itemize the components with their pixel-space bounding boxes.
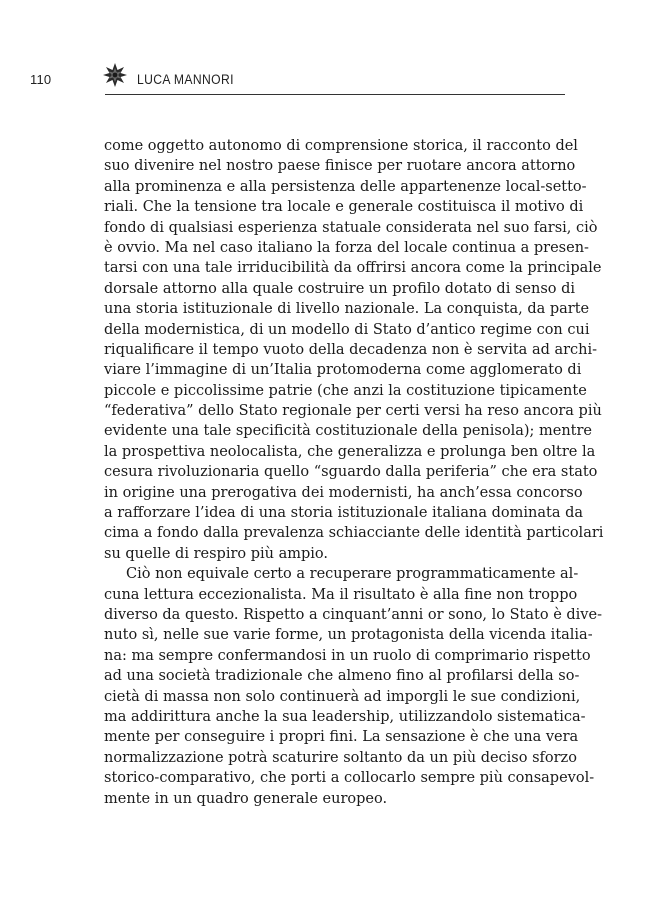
text-line: riali. Che la tensione tra locale e generale costituisca il motivo di bbox=[104, 199, 584, 216]
text-line: la prospettiva neolocalista, che generalizza e prolunga ben oltre la bbox=[104, 443, 596, 460]
text-line: “federativa” dello Stato regionale per certi versi ha reso ancora più bbox=[104, 403, 602, 420]
text-line: viare l’immagine di un’Italia protomoderna come agglomerato di bbox=[104, 362, 582, 379]
text-line: della modernistica, di un modello di Stato d’antico regime con cui bbox=[104, 321, 590, 338]
text-line: dorsale attorno alla quale costruire un profilo dotato di senso di bbox=[104, 280, 576, 297]
body-text bbox=[104, 136, 604, 809]
text-line: storico-comparativo, che porti a collocarlo sempre più consapevol- bbox=[104, 770, 595, 787]
text-line: una storia istituzionale di livello nazionale. La conquista, da parte bbox=[104, 301, 590, 318]
text-line: riqualificare il tempo vuoto della decadenza non è servita ad archi- bbox=[104, 341, 598, 358]
running-header bbox=[30, 62, 565, 98]
text-line: ad una società tradizionale che almeno fino al profilarsi della so- bbox=[104, 668, 580, 685]
star-emblem-icon bbox=[102, 62, 128, 88]
text-line: tarsi con una tale irriducibilità da offrirsi ancora come la principale bbox=[104, 260, 602, 277]
text-line: alla prominenza e alla persistenza delle appartenenze local-setto- bbox=[104, 178, 587, 195]
running-head-author: LUCA MANNORI bbox=[137, 72, 234, 87]
text-line: cuna lettura eccezionalista. Ma il risultato è alla fine non troppo bbox=[104, 586, 578, 603]
text-line: è ovvio. Ma nel caso italiano la forza del locale continua a presen- bbox=[104, 239, 589, 256]
paragraph-1 bbox=[104, 136, 604, 564]
text-line: ma addirittura anche la sua leadership, utilizzandolo sistematica- bbox=[104, 708, 586, 725]
text-line: mente per conseguire i propri fini. La sensazione è che una vera bbox=[104, 729, 579, 746]
text-line: na: ma sempre confermandosi in un ruolo di comprimario rispetto bbox=[104, 647, 591, 664]
text-line: su quelle di respiro più ampio. bbox=[104, 545, 328, 562]
page-number: 110 bbox=[30, 72, 52, 87]
text-line: a rafforzare l’idea di una storia istituzionale italiana dominata da bbox=[104, 505, 584, 522]
text-line: come oggetto autonomo di comprensione storica, il racconto del bbox=[104, 138, 578, 154]
text-line: nuto sì, nelle sue varie forme, un protagonista della vicenda italia- bbox=[104, 627, 593, 644]
text-line: cima a fondo dalla prevalenza schiacciante delle identità particolari bbox=[104, 525, 604, 542]
text-line: mente in un quadro generale europeo. bbox=[104, 790, 388, 807]
text-line: piccole e piccolissime patrie (che anzi la costituzione tipicamente bbox=[104, 382, 587, 399]
text-line: Ciò non equivale certo a recuperare programmaticamente al- bbox=[126, 566, 579, 583]
text-line: normalizzazione potrà scaturire soltanto da un più deciso sforzo bbox=[104, 749, 577, 766]
header-rule bbox=[105, 94, 565, 95]
text-line: diverso da questo. Rispetto a cinquant’anni or sono, lo Stato è dive- bbox=[104, 606, 602, 623]
text-line: in origine una prerogativa dei modernisti, ha anch’essa concorso bbox=[104, 484, 583, 501]
text-line: fondo di qualsiasi esperienza statuale considerata nel suo farsi, ciò bbox=[104, 219, 598, 236]
paragraph-2 bbox=[104, 564, 602, 809]
text-line: suo divenire nel nostro paese finisce per ruotare ancora attorno bbox=[104, 158, 576, 175]
text-line: evidente una tale specificità costituzionale della penisola); mentre bbox=[104, 423, 593, 440]
text-line: cietà di massa non solo continuerà ad imporgli le sue condizioni, bbox=[104, 688, 581, 705]
text-line: cesura rivoluzionaria quello “sguardo dalla periferia” che era stato bbox=[104, 464, 598, 481]
